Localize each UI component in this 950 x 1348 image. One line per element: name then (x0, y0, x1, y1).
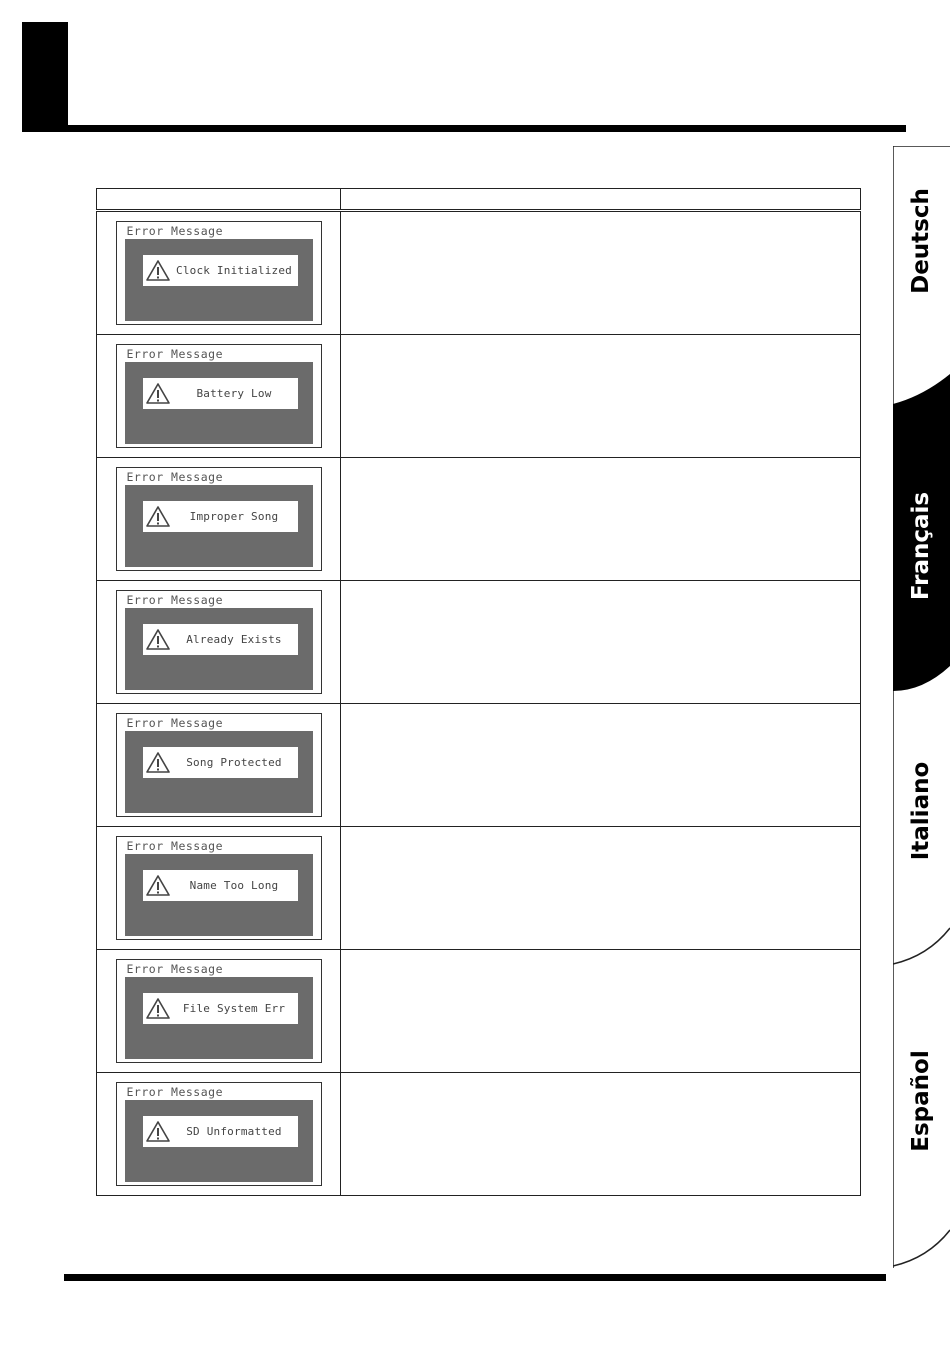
lcd-screen (116, 344, 322, 448)
description-cell (341, 335, 861, 458)
lcd-cell (97, 211, 341, 335)
lcd-cell (97, 704, 341, 827)
lcd-panel (125, 362, 313, 444)
warning-icon (145, 873, 171, 899)
lcd-message-box (143, 378, 298, 409)
lcd-screen (116, 713, 322, 817)
lcd-message-text: Clock Initialized (176, 264, 292, 277)
lcd-message-text: Already Exists (186, 633, 282, 646)
lcd-message-box (143, 747, 298, 778)
description-cell (341, 950, 861, 1073)
lcd-title: Error Message (126, 1085, 224, 1099)
warning-icon (145, 1119, 171, 1145)
lcd-message-box (143, 624, 298, 655)
description-cell (341, 704, 861, 827)
lcd-message-text: Name Too Long (189, 879, 279, 892)
lcd-title: Error Message (126, 839, 224, 853)
table-row (97, 827, 861, 950)
table-row (97, 581, 861, 704)
lcd-cell (97, 1073, 341, 1196)
lcd-screen (116, 836, 322, 940)
lcd-message-text: SD Unformatted (186, 1125, 282, 1138)
lcd-message-box (143, 255, 298, 286)
lcd-title: Error Message (126, 470, 224, 484)
lcd-panel (125, 977, 313, 1059)
warning-icon (145, 996, 171, 1022)
table-header-row (97, 189, 861, 211)
lcd-screen (116, 467, 322, 571)
lcd-message-box (143, 501, 298, 532)
lcd-panel (125, 731, 313, 813)
lcd-title: Error Message (126, 716, 224, 730)
warning-icon (145, 381, 171, 407)
lcd-title: Error Message (126, 962, 224, 976)
lcd-panel (125, 485, 313, 567)
lcd-message-box (143, 993, 298, 1024)
table-row (97, 211, 861, 335)
lcd-panel (125, 239, 313, 321)
table-header-cell-display (97, 189, 341, 211)
table-row (97, 1073, 861, 1196)
description-cell (341, 1073, 861, 1196)
lcd-message-text: Battery Low (196, 387, 272, 400)
lcd-cell (97, 950, 341, 1073)
lcd-title: Error Message (126, 593, 224, 607)
warning-icon (145, 258, 171, 284)
language-tab-français[interactable]: Français (908, 491, 934, 601)
lcd-panel (125, 854, 313, 936)
lcd-screen (116, 590, 322, 694)
description-cell (341, 581, 861, 704)
lcd-cell (97, 458, 341, 581)
language-tab-deutsch[interactable]: Deutsch (908, 188, 934, 294)
description-cell (341, 211, 861, 335)
table-row (97, 335, 861, 458)
lcd-panel (125, 1100, 313, 1182)
lcd-screen (116, 959, 322, 1063)
lcd-screen (116, 1082, 322, 1186)
table-row (97, 704, 861, 827)
lcd-message-text: Improper Song (189, 510, 279, 523)
header-black-block (22, 22, 68, 132)
footer-rule (64, 1274, 886, 1281)
lcd-message-text: File System Err (182, 1002, 286, 1015)
error-message-table (96, 188, 861, 1196)
header-rule (22, 125, 906, 132)
lcd-message-box (143, 870, 298, 901)
table-row (97, 950, 861, 1073)
lcd-panel (125, 608, 313, 690)
lcd-cell (97, 581, 341, 704)
lcd-cell (97, 827, 341, 950)
description-cell (341, 827, 861, 950)
table-row (97, 458, 861, 581)
warning-icon (145, 627, 171, 653)
tab-divider-curve (893, 928, 950, 964)
language-tab-italiano[interactable]: Italiano (908, 761, 934, 861)
lcd-title: Error Message (126, 347, 224, 361)
table-header-cell-meaning (341, 189, 861, 211)
language-tab-español[interactable]: Español (908, 1050, 934, 1152)
tab-divider-curve (893, 1230, 950, 1266)
description-cell (341, 458, 861, 581)
warning-icon (145, 504, 171, 530)
lcd-message-box (143, 1116, 298, 1147)
warning-icon (145, 750, 171, 776)
lcd-message-text: Song Protected (186, 756, 282, 769)
lcd-cell (97, 335, 341, 458)
lcd-title: Error Message (126, 224, 224, 238)
lcd-screen (116, 221, 322, 325)
